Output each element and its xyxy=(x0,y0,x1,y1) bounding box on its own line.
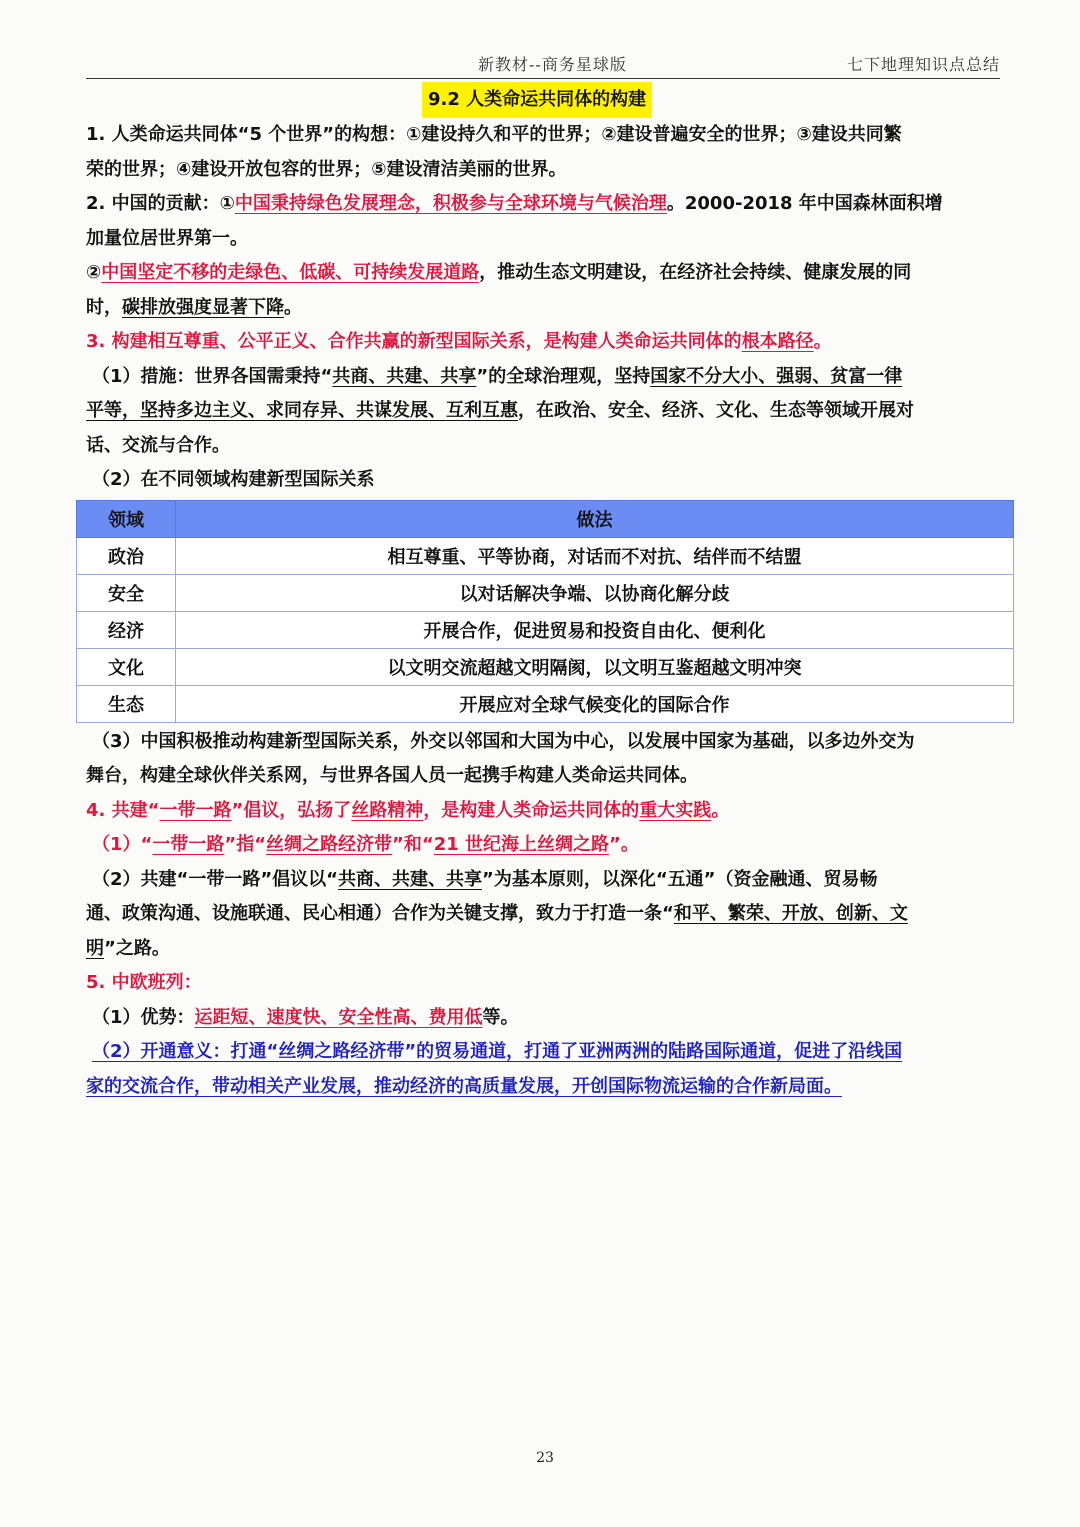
relations-table xyxy=(76,500,1014,723)
p4-l1-b: 一带一路 xyxy=(159,799,232,821)
header-left-text: 新教材--商务星球版 xyxy=(478,55,627,74)
table-cell-domain: 政治 xyxy=(77,537,176,574)
p3-s1-l1-b: 共商、共建、共享 xyxy=(332,365,477,387)
p5-s1 xyxy=(86,1001,1006,1036)
p4-l1-f: 重大实践 xyxy=(639,799,712,821)
p5-s2-line2: 家的交流合作，带动相关产业发展，推动经济的高质量发展，开创国际物流运输的合作新局面。 xyxy=(86,1075,842,1097)
p2-l1-b: 中国秉持绿色发展理念，积极参与全球环境与气候治理 xyxy=(234,193,667,214)
table-row xyxy=(77,685,1014,722)
p4-s1-d: 丝绸之路经济带 xyxy=(266,834,393,855)
p2-l1-a: 2. 中国的贡献：① xyxy=(86,193,235,214)
table-cell-practice: 以文明交流超越文明隔阂，以文明互鉴超越文明冲突 xyxy=(176,648,1014,685)
page-number: 23 xyxy=(536,1450,554,1466)
p5-s1-b: 运距短、速度快、安全性高、费用低 xyxy=(194,1006,483,1028)
table-cell-domain: 文化 xyxy=(77,648,176,685)
table-header-practice: 做法 xyxy=(176,500,1014,537)
p3-l1-a: 3. 构建相互尊重、公平正义、合作共赢的新型国际关系，是构建人类命运共同体的 xyxy=(86,331,742,352)
p5-s1-c: 等。 xyxy=(482,1006,519,1028)
table-cell-practice: 开展合作，促进贸易和投资自由化、便利化 xyxy=(176,611,1014,648)
table-cell-domain: 安全 xyxy=(77,574,176,611)
table-row xyxy=(77,648,1014,685)
p1-line2: 荣的世界；④建设开放包容的世界；⑤建设清洁美丽的世界。 xyxy=(86,158,567,180)
p3-s1-l2-a: 平等，坚持多边主义、求同存异、共谋发展、互利互惠 xyxy=(86,400,518,421)
p4-s1-c: ”指“ xyxy=(224,834,267,855)
p3b-line1: （3）中国积极推动构建新型国际关系，外交以邻国和大国为中心，以发展中国家为基础，以多边外交为 xyxy=(92,730,915,752)
p2-line3 xyxy=(86,256,1006,291)
p4-l1-a: 4. 共建“ xyxy=(86,799,160,821)
p3-l1-c: 。 xyxy=(813,331,832,352)
p3-l1-b: 根本路径 xyxy=(741,331,814,352)
p4-s2-l1-a: （2）共建“一带一路”倡议以“ xyxy=(92,868,339,890)
p4-s1-f: 21 世纪海上丝绸之路 xyxy=(433,834,610,855)
p4-s2-l2-a: 通、政策沟通、设施联通、民心相通）合作为关键支撑，致力于打造一条“ xyxy=(86,903,674,924)
p5-line1: 5. 中欧班列： xyxy=(86,972,202,993)
p4-s2-line3 xyxy=(86,932,1006,967)
table-cell-domain: 生态 xyxy=(77,685,176,722)
p3b-line2: 舞台，构建全球伙伴关系网，与世界各国人员一起携手构建人类命运共同体。 xyxy=(86,765,698,786)
p3-s1-line3: 话、交流与合作。 xyxy=(86,434,230,456)
table-cell-domain: 经济 xyxy=(77,611,176,648)
table-row xyxy=(77,574,1014,611)
p4-s1-g: ”。 xyxy=(609,834,639,855)
page-header xyxy=(86,44,1000,79)
table-cell-practice: 开展应对全球气候变化的国际合作 xyxy=(176,685,1014,722)
p4-l1-g: 。 xyxy=(711,799,730,821)
p2-l4-c: 。 xyxy=(284,296,302,318)
p3-s1-l1-a: （1）措施：世界各国需秉持“ xyxy=(92,365,333,387)
p4-s2-l2-b: 和平、繁荣、开放、创新、文 xyxy=(673,903,908,924)
p4-s2-l1-b: 共商、共建、共享 xyxy=(338,868,483,890)
p4-l1-c: ”倡议，弘扬了 xyxy=(231,799,352,821)
table-cell-practice: 相互尊重、平等协商，对话而不对抗、结伴而不结盟 xyxy=(176,537,1014,574)
p3-s1-l1-d: 国家不分大小、强弱、贫富一律 xyxy=(650,365,903,387)
p4-s2-line1 xyxy=(86,863,1006,898)
p3-s1-l1-c: ”的全球治理观，坚持 xyxy=(476,365,651,387)
table-row xyxy=(77,537,1014,574)
p2-line4 xyxy=(86,291,1006,326)
p4-s1-b: 一带一路 xyxy=(152,834,225,855)
p2-l4-b: 碳排放强度显著下降 xyxy=(122,296,284,318)
p2-line1 xyxy=(86,187,1006,222)
p4-s2-l3-b: ”之路。 xyxy=(104,937,170,959)
p4-s1-e: ”和“ xyxy=(392,834,434,855)
p4-l1-e: ，是构建人类命运共同体的 xyxy=(423,799,640,821)
p4-line1 xyxy=(86,794,1006,829)
p2-l3-b: 中国坚定不移的走绿色、低碳、可持续发展道路 xyxy=(101,262,480,283)
p5-s1-a: （1）优势： xyxy=(92,1006,195,1028)
p3-s1-l2-b: ，在政治、安全、经济、文化、生态等领域开展对 xyxy=(518,400,914,421)
p4-s1-a: （1）“ xyxy=(92,834,153,855)
table-header-domain: 领域 xyxy=(77,500,176,537)
table-header-row xyxy=(77,500,1014,537)
document-body xyxy=(86,118,1006,1104)
p4-l1-d: 丝路精神 xyxy=(351,799,424,821)
header-right-text: 七下地理知识点总结 xyxy=(846,55,1000,74)
p2-l3-c: ，推动生态文明建设，在经济社会持续、健康发展的同 xyxy=(479,262,912,283)
p4-s2-l3-a: 明 xyxy=(86,937,104,959)
p4-s2-l1-c: ”为基本原则，以深化“五通”（资金融通、贸易畅 xyxy=(482,868,878,890)
table-cell-practice: 以对话解决争端、以协商化解分歧 xyxy=(176,574,1014,611)
section-title: 9.2 人类命运共同体的构建 xyxy=(422,82,652,118)
p2-line2: 加量位居世界第一。 xyxy=(86,227,248,249)
p3-s2: （2）在不同领域构建新型国际关系 xyxy=(92,469,375,490)
p4-s2-line2 xyxy=(86,897,1006,932)
p2-l4-a: 时， xyxy=(86,296,122,318)
p3-s1-line2 xyxy=(86,394,1006,429)
p1-line1: 1. 人类命运共同体“5 个世界”的构想：①建设持久和平的世界；②建设普遍安全的世界；③建设共同繁 xyxy=(86,124,902,145)
p3-line1 xyxy=(86,325,1006,360)
p5-s2-line1: （2）开通意义：打通“丝绸之路经济带”的贸易通道，打通了亚洲两洲的陆路国际通道，促进了沿线国 xyxy=(92,1041,903,1062)
p2-l1-c: 。2000-2018 年中国森林面积增 xyxy=(666,193,943,214)
table-row xyxy=(77,611,1014,648)
p4-s1 xyxy=(86,828,1006,863)
p2-l3-a: ② xyxy=(86,262,102,283)
p3-s1-line1 xyxy=(86,360,1006,395)
